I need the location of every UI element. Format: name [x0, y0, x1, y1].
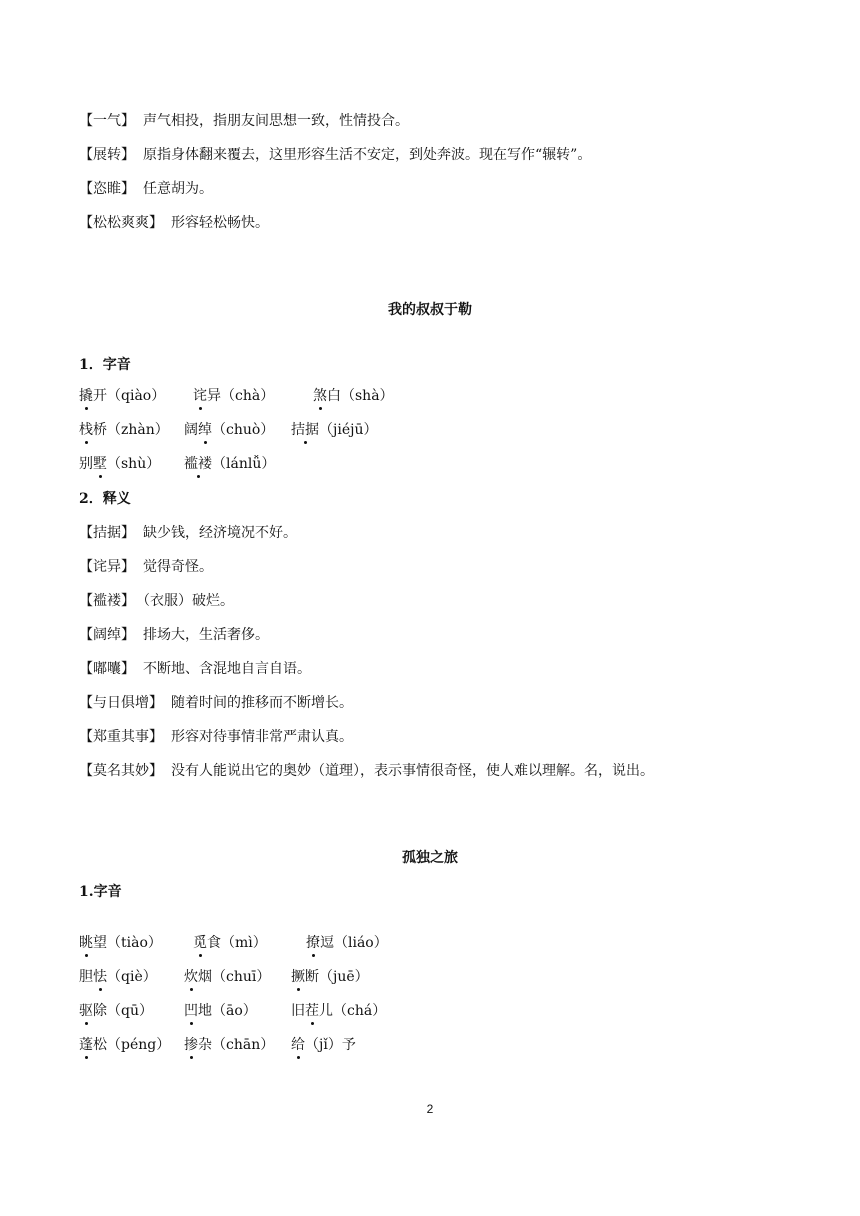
definition-text: 形容轻松畅快。 [171, 215, 269, 231]
definition-line [79, 523, 297, 543]
definition-text: 排场大，生活奢侈。 [143, 627, 269, 643]
page-number: 2 [426, 1102, 434, 1116]
dotted-char: 眺 [79, 935, 93, 951]
definition-text: （衣服）破烂。 [143, 593, 234, 609]
sound-item: 煞白（shà） [313, 388, 394, 404]
definition-line [79, 591, 234, 611]
dotted-char: 撅 [291, 969, 305, 985]
definition-line [79, 727, 353, 747]
definition-line [79, 179, 213, 199]
dotted-char: 给 [291, 1037, 305, 1053]
dotted-char: 炊 [184, 969, 198, 985]
definition-term: 【拮据】 [79, 525, 135, 541]
dotted-char: 撬 [79, 388, 93, 404]
sound-item: 阔绰（chuò） [184, 422, 275, 438]
sound-item: 眺望（tiào） [79, 935, 162, 951]
sound-item: 胆怯（qiè） [79, 969, 157, 985]
sound-item: 驱除（qū） [79, 1003, 153, 1019]
definition-term: 【与日俱增】 [79, 695, 163, 711]
sound-item: 掺杂（chān） [184, 1037, 275, 1053]
dotted-char: 栈 [79, 422, 93, 438]
definition-term: 【阔绰】 [79, 627, 135, 643]
definition-line [79, 557, 213, 577]
sound-heading: 1.字音 [79, 884, 122, 900]
definition-term: 【褴褛】 [79, 593, 135, 609]
sound-item: 炊烟（chuī） [184, 969, 271, 985]
definition-line [79, 213, 269, 233]
definition-term: 【展转】 [79, 147, 135, 163]
definition-text: 随着时间的推移而不断增长。 [171, 695, 353, 711]
definition-line [79, 145, 591, 165]
section-title: 我的叔叔于勒 [388, 302, 472, 318]
definition-line [79, 693, 353, 713]
definition-term: 【莫名其妙】 [79, 763, 163, 779]
sound-item: 栈桥（zhàn） [79, 422, 169, 438]
dotted-char: 掺 [184, 1037, 198, 1053]
definition-text: 没有人能说出它的奥妙（道理），表示事情很奇怪，使人难以理解。名，说出。 [171, 763, 654, 779]
definition-term: 【松松爽爽】 [79, 215, 163, 231]
sound-item: 撅断（juē） [291, 969, 369, 985]
definition-text: 缺少钱，经济境况不好。 [143, 525, 297, 541]
sound-item: 撬开（qiào） [79, 388, 166, 404]
definition-line [79, 761, 654, 781]
dotted-char: 驱 [79, 1003, 93, 1019]
dotted-char: 茬 [305, 1003, 319, 1019]
dotted-char: 蓬 [79, 1037, 93, 1053]
dotted-char: 煞 [313, 388, 327, 404]
dotted-char: 怯 [93, 969, 107, 985]
dotted-char: 觅 [193, 935, 207, 951]
sound-item: 诧异（chà） [193, 388, 275, 404]
definition-line [79, 659, 311, 679]
dotted-char: 拮据 [291, 422, 319, 438]
definition-text: 觉得奇怪。 [143, 559, 213, 575]
definition-term: 【恣睢】 [79, 181, 135, 197]
definition-term: 【嘟囔】 [79, 661, 135, 677]
definition-line [79, 111, 409, 131]
sound-item: 凹地（āo） [184, 1003, 257, 1019]
section-title: 孤独之旅 [402, 850, 458, 866]
definition-text: 原指身体翻来覆去，这里形容生活不安定，到处奔波。现在写作“辗转”。 [143, 147, 592, 163]
dotted-char: 撩 [306, 935, 320, 951]
dotted-char: 褴褛 [184, 456, 212, 472]
sound-item: 别墅（shù） [79, 456, 161, 472]
sound-item: 觅食（mì） [193, 935, 267, 951]
meaning-heading: 2．释义 [79, 491, 131, 507]
definition-term: 【诧异】 [79, 559, 135, 575]
definition-text: 任意胡为。 [143, 181, 213, 197]
dotted-char: 诧 [193, 388, 207, 404]
dotted-char: 凹 [184, 1003, 198, 1019]
sound-item: 蓬松（péng） [79, 1037, 171, 1053]
definition-text: 不断地、含混地自言自语。 [143, 661, 311, 677]
definition-text: 形容对待事情非常严肃认真。 [171, 729, 353, 745]
definition-term: 【郑重其事】 [79, 729, 163, 745]
sound-item: 拮据（jiéjū） [291, 422, 378, 438]
definition-text: 声气相投，指朋友间思想一致，性情投合。 [143, 113, 409, 129]
sound-item: 褴褛（lánlǚ） [184, 456, 276, 472]
definition-line [79, 625, 269, 645]
sound-item: 旧茬儿（chá） [291, 1003, 387, 1019]
sound-heading: 1．字音 [79, 357, 131, 373]
sound-item: 给（jǐ）予 [291, 1037, 356, 1053]
dotted-char: 绰 [198, 422, 212, 438]
definition-term: 【一气】 [79, 113, 135, 129]
sound-item: 撩逗（liáo） [306, 935, 388, 951]
dotted-char: 墅 [93, 456, 107, 472]
